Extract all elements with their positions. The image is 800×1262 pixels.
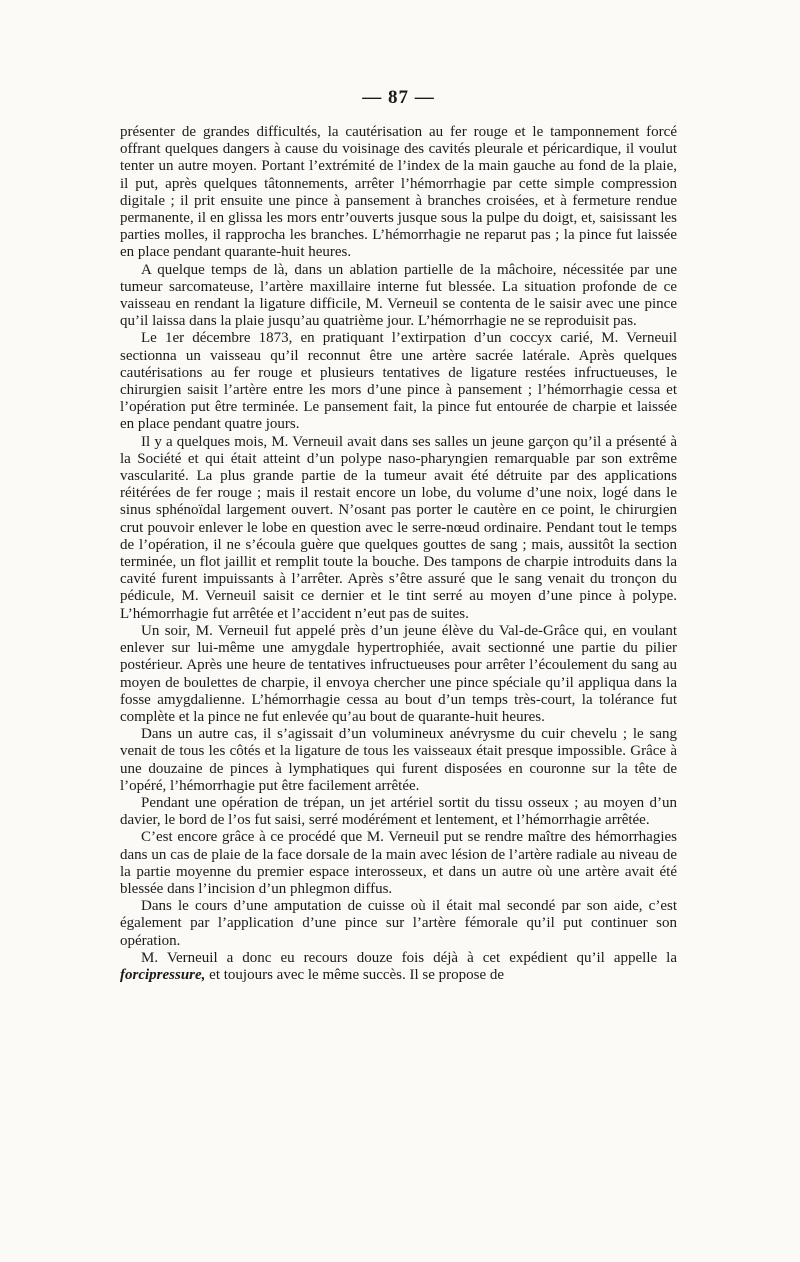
body-text	[120, 124, 677, 984]
paragraph: C’est encore grâce à ce procédé que M. Verneuil put se rendre maître des hémorrhagies dans un cas de plaie de la face dorsale de la main avec lésion de l’artère radiale au niveau de la partie moyenne du premier espace interosseux, et dans un autre où une artère avait été blessée dans l’incision d’un phlegmon diffus.	[120, 829, 677, 897]
paragraph: Il y a quelques mois, M. Verneuil avait dans ses salles un jeune garçon qu’il a présenté à la Société et qui était atteint d’un polype naso-pharyngien remarquable par son extrême vascularité. La plus grande partie de la tumeur avait été détruite par des applications réitérées de fer rouge ; mais il restait encore un lobe, du volume d’une noix, logé dans le sinus sphénoïdal largement ouvert. N’osant pas porter le cautère en ce point, le chirurgien crut pouvoir enlever le lobe en question avec le serre-nœud ordinaire. Pendant tout le temps de l’opération, il ne s’écoula guère que quelques gouttes de sang ; mais, aussitôt la section terminée, un flot jaillit et remplit toute la bouche. Des tampons de charpie introduits dans la cavité furent impuissants à l’arrêter. Après s’être assuré que le sang venait du tronçon du pédicule, M. Verneuil saisit ce dernier et le tint serré au moyen d’une pince à polype. L’hémorrhagie fut arrêtée et l’accident n’eut pas de suites.	[120, 433, 677, 622]
italic-term: forcipressure,	[120, 966, 206, 983]
paragraph-last-end: et toujours avec le même succès. Il se propose de	[205, 966, 505, 983]
paragraph: Dans un autre cas, il s’agissait d’un volumineux anévrysme du cuir chevelu ; le sang venait de tous les côtés et la ligature de tous les vaisseaux était presque impossible. Grâce à une douzaine de pinces à lymphatiques qui furent disposées en couronne sur la tête de l’opéré, l’hémorrhagie put être facilement arrêtée.	[120, 726, 677, 794]
book-page	[120, 86, 677, 984]
paragraph: A quelque temps de là, dans un ablation partielle de la mâchoire, nécessitée par une tumeur sarcomateuse, l’artère maxillaire interne fut blessée. La situation profonde de ce vaisseau en rendant la ligature difficile, M. Verneuil se contenta de le saisir avec une pince qu’il laissa dans la plaie jusqu’au quatrième jour. L’hémorrhagie ne se reproduisit pas.	[120, 261, 677, 330]
paragraph-last-start: M. Verneuil a donc eu recours douze fois déjà à cet expédient qu’il appelle la	[141, 949, 677, 966]
paragraph: présenter de grandes difficultés, la cautérisation au fer rouge et le tamponnement forcé offrant quelques dangers à cause du voisinage des cavités pleurale et péricardique, il voulut tenter un autre moyen. Portant l’extrémité de l’index de la main gauche au fond de la plaie, il put, après quelques tâtonnements, arrêter l’hémorrhagie par cette simple compression digitale ; il prit ensuite une pince à pansement à branches croisées, et à fermeture rendue permanente, il en glissa les mors entr’ouverts jusque sous la pulpe du doigt, et, saisissant les parties molles, il rapprocha les branches. L’hémorrhagie ne reparut pas ; la pince fut laissée en place pendant quarante-huit heures.	[120, 124, 677, 261]
paragraph-last	[120, 950, 677, 984]
paragraph: Le 1er décembre 1873, en pratiquant l’extirpation d’un coccyx carié, M. Verneuil sectionna un vaisseau qu’il reconnut être une artère sacrée latérale. Après quelques cautérisations au fer rouge et plusieurs tentatives de ligature restées infructueuses, le chirurgien saisit l’artère entre les mors d’une pince à pansement ; l’hémorrhagie cessa et l’opération put être terminée. Le pansement fait, la pince fut entourée de charpie et laissée en place pendant quatre jours.	[120, 330, 677, 433]
page-number: — 87 —	[362, 87, 435, 108]
paragraph: Pendant une opération de trépan, un jet artériel sortit du tissu osseux ; au moyen d’un davier, le bord de l’os fut saisi, serré modérément et lentement, et l’hémorrhagie arrêtée.	[120, 794, 677, 829]
paragraph: Un soir, M. Verneuil fut appelé près d’un jeune élève du Val-de-Grâce qui, en voulant enlever sur lui-même une amygdale hypertrophiée, avait sectionné une partie du pilier postérieur. Après une heure de tentatives infructueuses pour arrêter l’écoulement du sang au moyen de boulettes de charpie, il envoya chercher une pince spéciale qu’il appliqua dans la fosse amygdalienne. L’hémorrhagie cessa au bout d’un temps très-court, la tolérance fut complète et la pince ne fut enlevée qu’au bout de quarante-huit heures.	[120, 622, 677, 725]
paragraph: Dans le cours d’une amputation de cuisse où il était mal secondé par son aide, c’est également par l’application d’une pince sur l’artère fémorale qu’il put continuer son opération.	[120, 898, 677, 949]
